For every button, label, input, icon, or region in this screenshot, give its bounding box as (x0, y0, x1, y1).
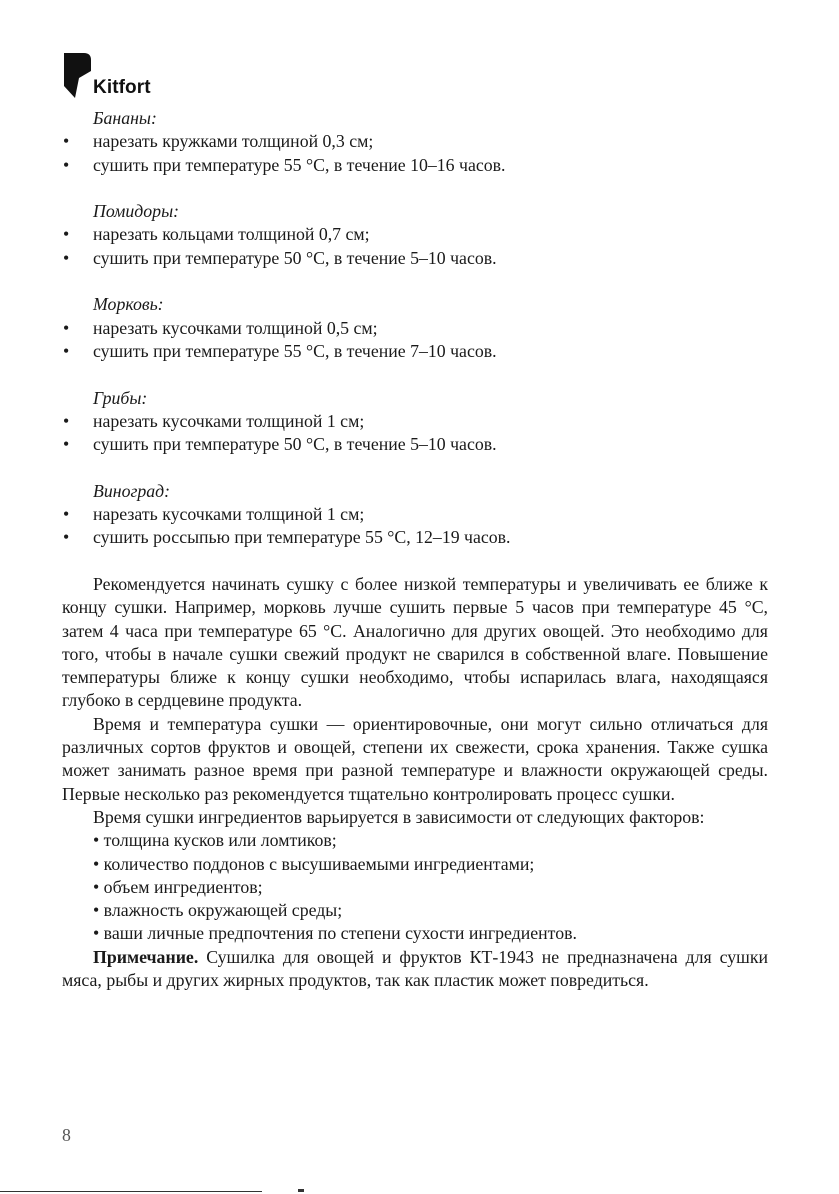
section-heading: Морковь: (93, 294, 164, 315)
list-item: • сушить при температуре 50 °С, в течение 5–10 часов. (62, 433, 768, 456)
instruction-section-grapes (62, 480, 768, 550)
note-text: Сушилка для овощей и фруктов КТ-1943 не предназначена для сушки мяса, рыбы и других жирных продуктов, так как пластик может повредиться. (62, 946, 768, 990)
instruction-section-bananas (62, 107, 768, 177)
footer-divider (0, 1191, 262, 1192)
list-item: • нарезать кусочками толщиной 1 см; (62, 410, 768, 433)
note-label: Примечание. (93, 946, 199, 967)
list-item: • объем ингредиентов; (93, 876, 768, 899)
bullet-list (62, 503, 768, 550)
page-number: 8 (62, 1125, 71, 1145)
list-item: • нарезать кусочками толщиной 0,5 см; (62, 317, 768, 340)
section-heading: Бананы: (93, 108, 157, 128)
list-item: • сушить при температуре 55 °С, в течение 10–16 часов. (62, 154, 768, 177)
list-item: • сушить россыпью при температуре 55 °С, 12–19 часов. (62, 526, 768, 549)
brand-logo (62, 50, 172, 100)
paragraph-recommendation: Рекомендуется начинать сушку с более низкой температуры и увеличивать ее ближе к концу сушки. Например, морковь лучше сушить первые 5 часов при температуре 45 °С, затем 4 часа при температуре 65 °С. Аналогично для других овощей. Это необходимо для того, чтобы в начале сушки свежий продукт не сварился в собственной влаге. Повышение температуры ближе к концу сушки необходимо, чтобы испарилась влага, находящаяся глубоко в сердцевине продукта. (62, 573, 768, 711)
list-item: • толщина кусков или ломтиков; (93, 829, 768, 852)
bullet-list (62, 130, 768, 177)
section-heading: Помидоры: (93, 201, 180, 222)
note-paragraph (62, 946, 768, 993)
instruction-section-carrot (62, 293, 768, 363)
instruction-section-tomatoes (62, 200, 768, 270)
page-content (62, 107, 768, 992)
list-item: • нарезать кружками толщиной 0,3 см; (62, 130, 768, 153)
list-item: • ваши личные предпочтения по степени сухости ингредиентов. (93, 922, 768, 945)
list-item: • сушить при температуре 50 °С, в течение 5–10 часов. (62, 247, 768, 270)
list-item: • сушить при температуре 55 °С, в течение 7–10 часов. (62, 340, 768, 363)
list-item: • нарезать кольцами толщиной 0,7 см; (62, 223, 768, 246)
kitfort-logo-icon (62, 50, 94, 100)
paragraph-factors-intro: Время сушки ингредиентов варьируется в зависимости от следующих факторов: (93, 806, 705, 827)
list-item: • влажность окружающей среды; (93, 899, 768, 922)
section-heading: Грибы: (93, 387, 148, 408)
footer-mark (298, 1189, 304, 1192)
bullet-list (62, 223, 768, 270)
paragraph-time-temperature: Время и температура сушки — ориентировочные, они могут сильно отличаться для различных сортов фруктов и овощей, степени их свежести, срока хранения. Также сушка может занимать разное время при разной температуре и влажности окружающей среды. Первые несколько раз рекомендуется тщательно контролировать процесс сушки. (62, 713, 768, 804)
bullet-list (62, 317, 768, 364)
factors-list (62, 829, 768, 945)
bullet-list (62, 410, 768, 457)
brand-name: Kitfort (93, 77, 151, 98)
list-item: • нарезать кусочками толщиной 1 см; (62, 503, 768, 526)
section-heading: Виноград: (93, 480, 171, 501)
list-item: • количество поддонов с высушиваемыми ингредиентами; (93, 853, 768, 876)
instruction-section-mushrooms (62, 387, 768, 457)
